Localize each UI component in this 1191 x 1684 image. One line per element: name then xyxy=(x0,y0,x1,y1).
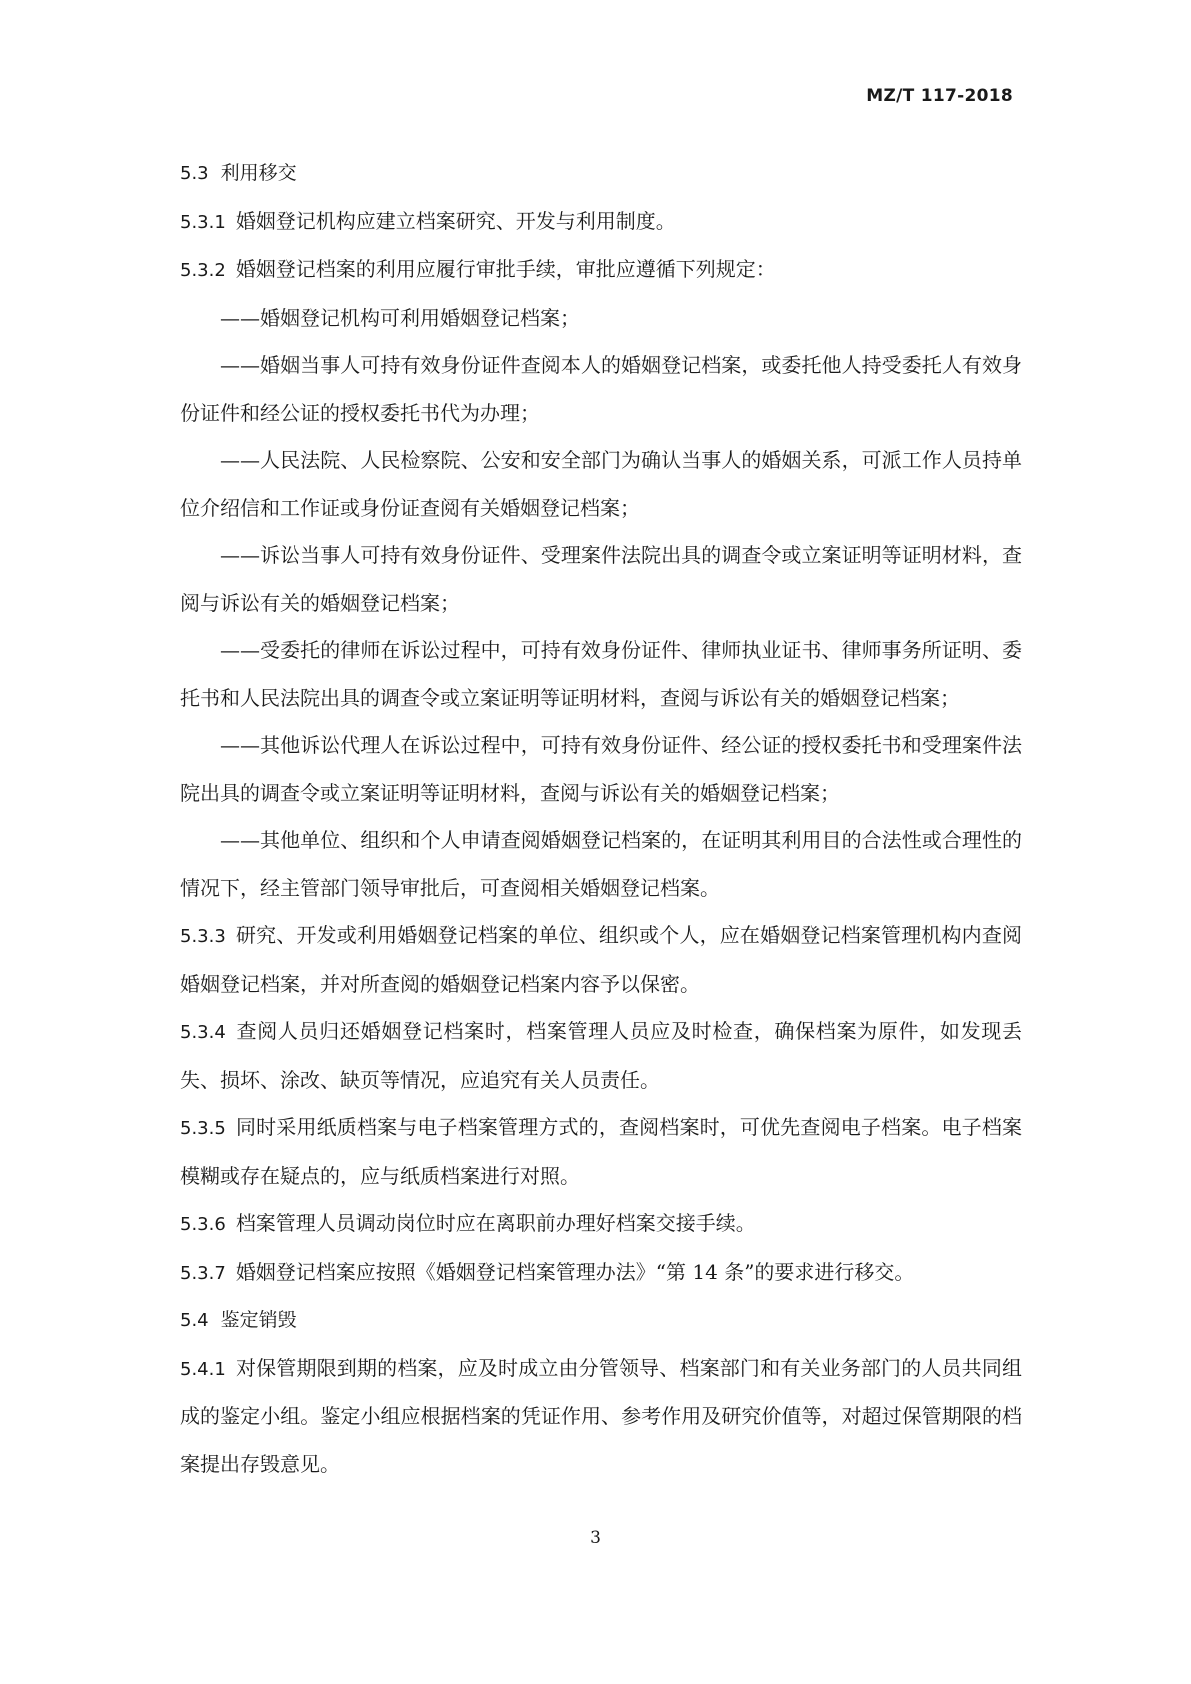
clause-5-3-3 xyxy=(180,912,1022,1008)
clause-5-3-2 xyxy=(180,246,1022,295)
clause-text: 同时采用纸质档案与电子档案管理方式的，查阅档案时，可优先查阅电子档案。电子档案模糊或存在疑点的，应与纸质档案进行对照。 xyxy=(180,1115,1022,1188)
section-title: 鉴定销毁 xyxy=(220,1309,297,1331)
list-item: ——婚姻登记机构可利用婚姻登记档案； xyxy=(220,305,580,330)
list-item: ——诉讼当事人可持有效身份证件、受理案件法院出具的调查令或立案证明等证明材料，查阅与诉讼有关的婚姻登记档案； xyxy=(180,543,1022,615)
list-item: ——人民法院、人民检察院、公安和安全部门为确认当事人的婚姻关系，可派工作人员持单位介绍信和工作证或身份证查阅有关婚姻登记档案； xyxy=(180,448,1022,520)
list-item: ——其他单位、组织和个人申请查阅婚姻登记档案的，在证明其利用目的合法性或合理性的情况下，经主管部门领导审批后，可查阅相关婚姻登记档案。 xyxy=(180,828,1022,900)
section-title: 利用移交 xyxy=(220,162,297,184)
clause-text: 对保管期限到期的档案，应及时成立由分管领导、档案部门和有关业务部门的人员共同组成的鉴定小组。鉴定小组应根据档案的凭证作用、参考作用及研究价值等，对超过保管期限的档案提出存毁意见。 xyxy=(180,1355,1022,1476)
clause-number: 5.3.6 xyxy=(180,1214,226,1235)
clause-5-3-5 xyxy=(180,1104,1022,1200)
list-item: ——受委托的律师在诉讼过程中，可持有效身份证件、律师执业证书、律师事务所证明、委托书和人民法院出具的调查令或立案证明等证明材料，查阅与诉讼有关的婚姻登记档案； xyxy=(180,638,1022,710)
clause-text: 查阅人员归还婚姻登记档案时，档案管理人员应及时检查，确保档案为原件，如发现丢失、损坏、涂改、缺页等情况，应追究有关人员责任。 xyxy=(180,1019,1022,1092)
clause-number: 5.3.5 xyxy=(180,1118,226,1139)
section-heading-5-3 xyxy=(180,150,1022,198)
standard-code: MZ/T 117-2018 xyxy=(866,86,1013,106)
section-number: 5.3 xyxy=(180,163,209,184)
clause-text: 研究、开发或利用婚姻登记档案的单位、组织或个人，应在婚姻登记档案管理机构内查阅婚姻登记档案，并对所查阅的婚姻登记档案内容予以保密。 xyxy=(180,923,1022,996)
document-body xyxy=(180,150,1022,1488)
clause-5-3-4 xyxy=(180,1008,1022,1104)
clause-5-4-1 xyxy=(180,1345,1022,1489)
clause-text: 婚姻登记机构应建立档案研究、开发与利用制度。 xyxy=(235,208,676,233)
clause-number: 5.3.3 xyxy=(180,926,226,947)
clause-text: 婚姻登记档案应按照《婚姻登记档案管理办法》“第 14 条”的要求进行移交。 xyxy=(235,1259,915,1284)
clause-number: 5.3.1 xyxy=(180,211,226,233)
list-item: ——婚姻当事人可持有效身份证件查阅本人的婚姻登记档案，或委托他人持受委托人有效身份证件和经公证的授权委托书代为办理； xyxy=(180,353,1022,425)
section-number: 5.4 xyxy=(180,1310,209,1331)
list-item: ——其他诉讼代理人在诉讼过程中，可持有效身份证件、经公证的授权委托书和受理案件法院出具的调查令或立案证明等证明材料，查阅与诉讼有关的婚姻登记档案； xyxy=(180,733,1022,805)
clause-text: 档案管理人员调动岗位时应在离职前办理好档案交接手续。 xyxy=(235,1211,756,1235)
page-number: 3 xyxy=(590,1528,601,1548)
clause-number: 5.3.4 xyxy=(180,1022,226,1043)
clause-number: 5.3.2 xyxy=(180,260,226,281)
clause-number: 5.4.1 xyxy=(180,1358,226,1380)
clause-5-3-7 xyxy=(180,1249,1022,1298)
clause-5-3-1 xyxy=(180,198,1022,247)
clause-text: 婚姻登记档案的利用应履行审批手续，审批应遵循下列规定： xyxy=(235,257,776,281)
section-heading-5-4 xyxy=(180,1297,1022,1345)
clause-number: 5.3.7 xyxy=(180,1262,226,1284)
clause-5-3-6 xyxy=(180,1200,1022,1249)
